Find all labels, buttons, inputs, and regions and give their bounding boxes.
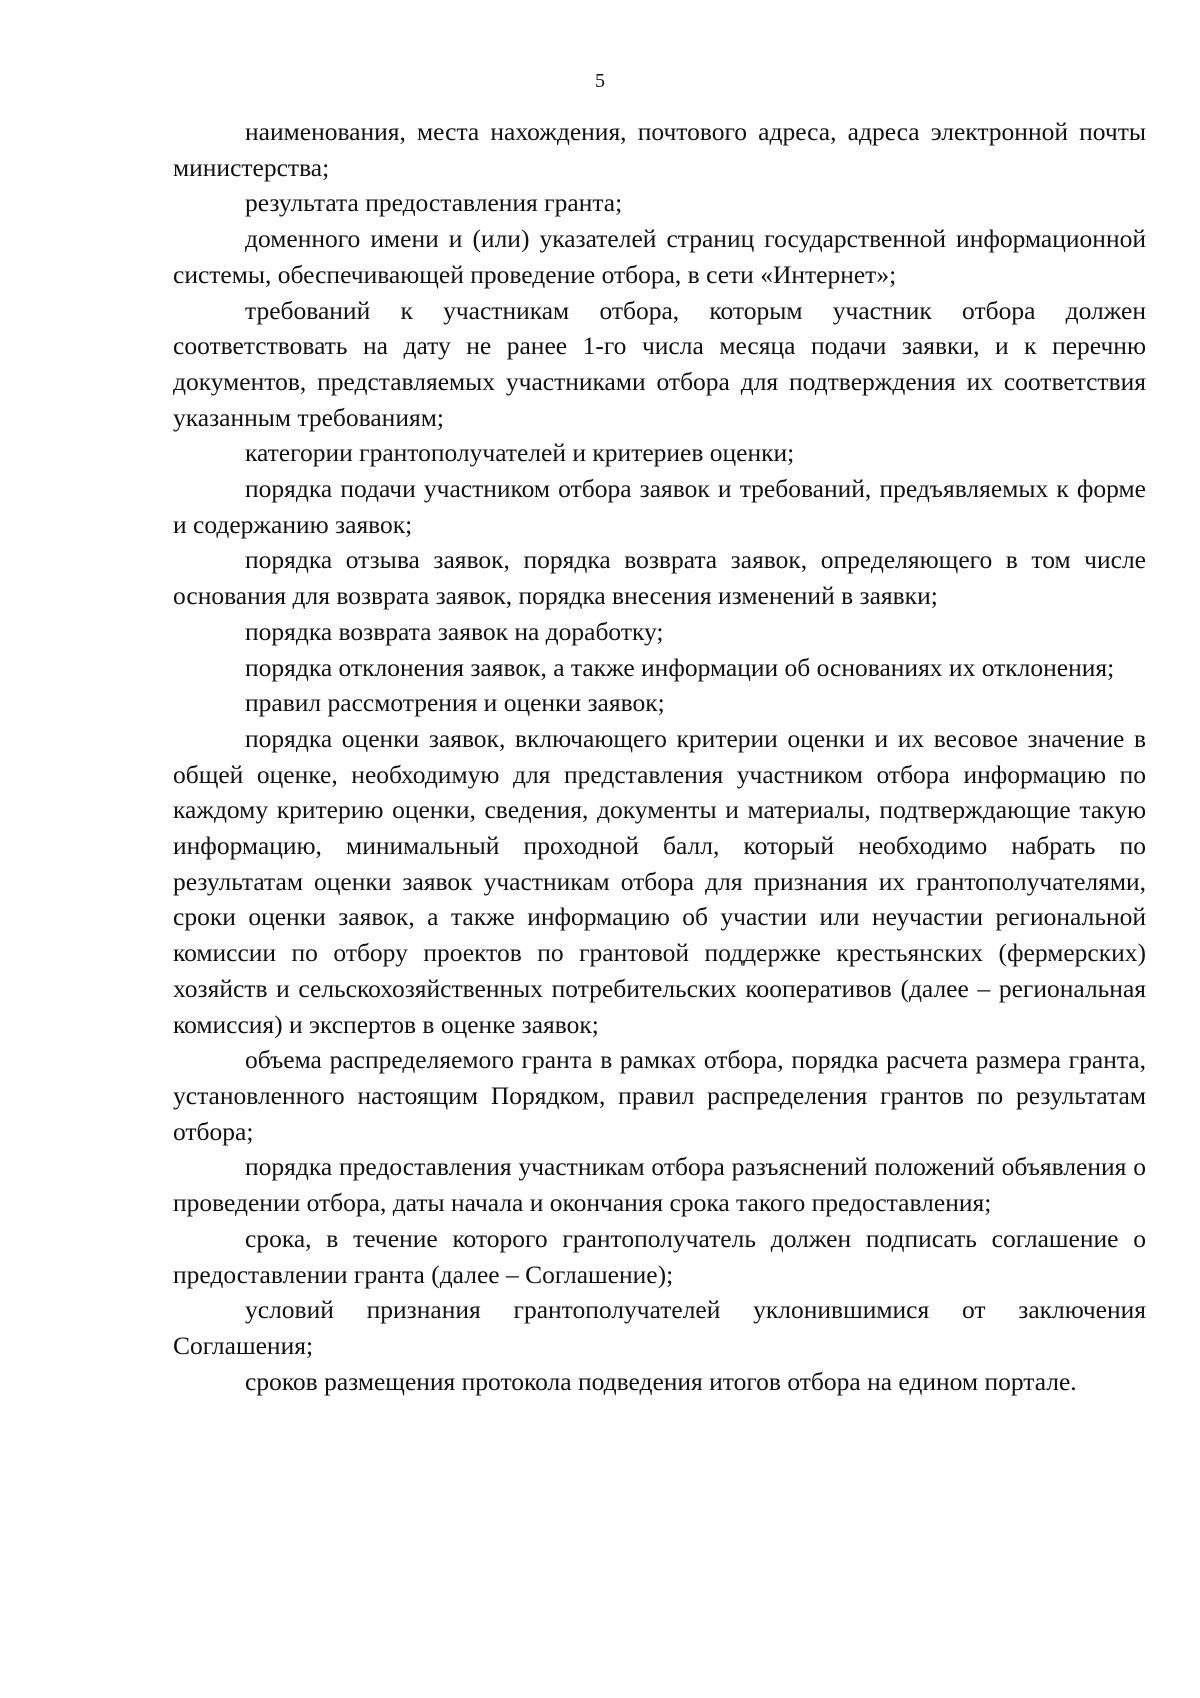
- page-number: 5: [595, 70, 605, 92]
- paragraph: порядка возврата заявок на доработку;: [245, 616, 664, 646]
- document-body: [173, 114, 1146, 1399]
- paragraph: категории грантополучателей и критериев оценки;: [245, 438, 795, 468]
- paragraph: требований к участникам отбора, которым участник отбора должен соответствовать на дату не ранее 1-го числа месяца подачи заявки, и к перечню документов, представляемых участниками отбора для подтверждения их соответствия указанным требованиям;: [173, 295, 1146, 432]
- paragraph: порядка предоставления участникам отбора разъяснений положений объявления о проведении отбора, даты начала и окончания срока такого предоставления;: [173, 1152, 1146, 1218]
- paragraph: доменного имени и (или) указателей страниц государственной информационной системы, обеспечивающей проведение отбора, в сети «Интернет»;: [173, 224, 1146, 289]
- paragraph: порядка оценки заявок, включающего критерии оценки и их весовое значение в общей оценке, необходимую для представления участником отбора информацию по каждому критерию оценки, сведения, документы и материалы, подтверждающие такую информацию, минимальный проходной балл, который необходимо набрать по результатам оценки заявок участникам отбора для признания их грантополучателями, сроки оценки заявок, а также информацию об участии или неучастии региональной комиссии по отбору проектов по грантовой поддержке крестьянских (фермерских) хозяйств и сельскохозяйственных потребительских кооперативов (далее – региональная комиссия) и экспертов в оценке заявок;: [173, 723, 1146, 1039]
- paragraph: результата предоставления гранта;: [245, 188, 623, 218]
- paragraph: сроков размещения протокола подведения итогов отбора на едином портале.: [245, 1366, 1077, 1396]
- paragraph: срока, в течение которого грантополучатель должен подписать соглашение о предоставлении гранта (далее – Соглашение);: [173, 1223, 1146, 1289]
- paragraph: порядка подачи участником отбора заявок и требований, предъявляемых к форме и содержанию заявок;: [173, 474, 1146, 539]
- paragraph: порядка отзыва заявок, порядка возврата заявок, определяющего в том числе основания для возврата заявок, порядка внесения изменений в заявки;: [173, 545, 1146, 611]
- paragraph: наименования, места нахождения, почтового адреса, адреса электронной почты министерства;: [173, 117, 1146, 182]
- paragraph: объема распределяемого гранта в рамках отбора, порядка расчета размера гранта, установленного настоящим Порядком, правил распределения грантов по результатам отбора;: [173, 1045, 1146, 1146]
- paragraph: условий признания грантополучателей уклонившимися от заключения Соглашения;: [173, 1295, 1146, 1360]
- paragraph: правил рассмотрения и оценки заявок;: [245, 688, 665, 718]
- paragraph: порядка отклонения заявок, а также информации об основаниях их отклонения;: [245, 652, 1115, 682]
